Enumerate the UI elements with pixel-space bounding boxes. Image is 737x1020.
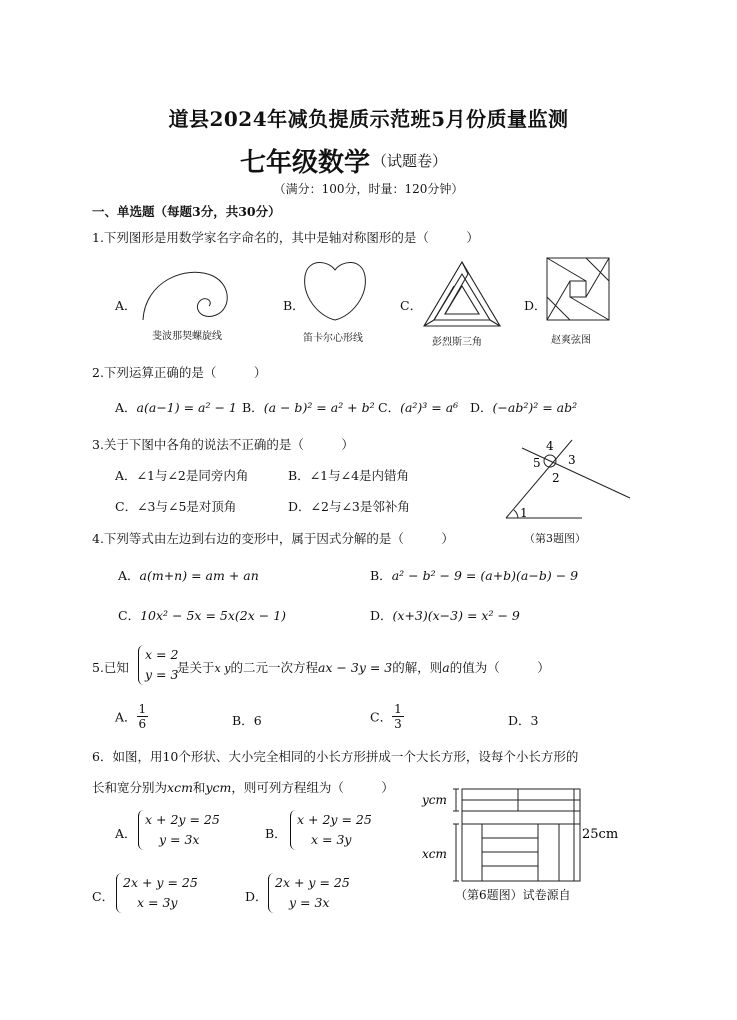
angle-label-2: 2 [552,471,560,485]
q3-option-b: B．∠1与∠4是内错角 [288,468,410,483]
q6-a-line-2: y = 3x [159,832,200,847]
q6-figure-label-y: ycm [422,793,447,807]
q3-option-c: C．∠3与∠5是对顶角 [115,499,237,514]
angle-label-5: 5 [533,456,541,470]
q1-option-d-label: D． [524,298,547,313]
angle-label-1: 1 [520,506,528,520]
q2-stem: 2.下列运算正确的是（ ） [92,365,267,380]
q1-option-b-caption: 笛卡尔心形线 [303,333,363,344]
q3-figure-caption: （第3题图） [524,532,586,545]
q6-d-line-1: 2x + y = 25 [275,875,350,890]
angle-label-4: 4 [546,439,554,453]
q5-option-c: C． $\frac{1}{3}$ [370,702,402,731]
q6-b-line-1: x + 2y = 25 [297,812,372,827]
q6-option-c-label: C． [92,889,115,904]
q5-solution-system [138,645,178,685]
q5-option-b: B．6 [232,713,262,728]
exam-subject: 七年级数学 [240,148,371,178]
q1-option-a-caption: 斐波那契螺旋线 [152,331,222,342]
q5-option-d: D．3 [508,713,539,728]
q3-option-d: D．∠2与∠3是邻补角 [288,499,410,514]
q5-stem-rest: 是关于x y的二元一次方程ax − 3y = 3的解，则a的值为（ ） [177,660,550,675]
q4-stem: 4.下列等式由左边到右边的变形中，属于因式分解的是（ ） [92,531,454,546]
q4-option-a: A．a(m+n) = am + an [118,568,259,583]
q6-figure-caption: （第6题图）试卷源自 [455,888,571,902]
q1-option-d-caption: 赵爽弦图 [551,335,591,346]
q3-option-a: A．∠1与∠2是同旁内角 [115,468,249,483]
q4-option-d: D．(x+3)(x−3) = x² − 9 [370,608,520,623]
q6-rectangle-figure [420,786,630,886]
q1-stem: 1.下列图形是用数学家名字命名的，其中是轴对称图形的是（ ） [92,230,479,245]
q2-option-b: B．(a − b)² = a² + b² [242,400,375,415]
q6-option-b-system [290,810,372,850]
section-heading: 一、单选题（每题3分，共30分） [92,204,281,219]
zhao-shuang-diagram-figure [546,257,610,321]
q1-option-c-label: C． [400,298,423,313]
q6-figure-label-total: 25cm [582,827,619,842]
q1-option-b-label: B． [283,298,305,313]
q5-sys-line-2: y = 3 [145,667,179,682]
q3-stem: 3.关于下图中各角的说法不正确的是（ ） [92,437,354,452]
score-info: （满分：100分，时量：120分钟） [273,182,464,196]
q1-option-c-caption: 彭烈斯三角 [432,337,482,348]
q6-option-a-label: A． [115,826,137,841]
q6-c-line-1: 2x + y = 25 [123,875,198,890]
cardioid-figure [300,258,370,323]
q6-c-line-2: x = 3y [137,895,178,910]
q5-sys-line-1: x = 2 [145,647,179,662]
q6-stem-line-1: 6．如图，用10个形状、大小完全相同的小长方形拼成一个大长方形，设每个小长方形的 [92,749,579,764]
exam-title: 道县2024年减负提质示范班5月份质量监测 [168,107,569,131]
q6-option-d-system [268,873,350,913]
q6-option-a-system [138,810,220,850]
q6-d-line-2: y = 3x [289,895,330,910]
exam-subject-note: （试题卷） [372,152,448,170]
q6-option-d-label: D． [245,889,268,904]
fibonacci-spiral-figure [135,262,235,322]
q2-option-c: C．(a²)³ = a⁶ [378,400,459,415]
q2-option-a: A．a(a−1) = a² − 1 [115,400,237,415]
q2-option-d: D．(−ab²)² = ab² [470,400,578,415]
penrose-triangle-figure [422,260,502,328]
q6-a-line-1: x + 2y = 25 [145,812,220,827]
q5-prefix: 5.已知 [92,660,129,675]
q6-b-line-2: x = 3y [311,832,352,847]
q5-option-a: A． $\frac{1}{6}$ [115,702,147,731]
q4-option-c: C．10x² − 5x = 5x(2x − 1) [118,608,287,623]
q3-angle-figure [500,436,640,522]
q1-option-a-label: A． [115,298,137,313]
q6-option-b-label: B． [265,826,287,841]
q6-figure-label-x: xcm [422,847,447,861]
q4-option-b: B．a² − b² − 9 = (a+b)(a−b) − 9 [370,568,579,583]
q6-stem-line-2: 长和宽分别为xcm和ycm，则可列方程组为（ ） [92,780,394,795]
angle-label-3: 3 [568,453,576,467]
q6-option-c-system [116,873,198,913]
